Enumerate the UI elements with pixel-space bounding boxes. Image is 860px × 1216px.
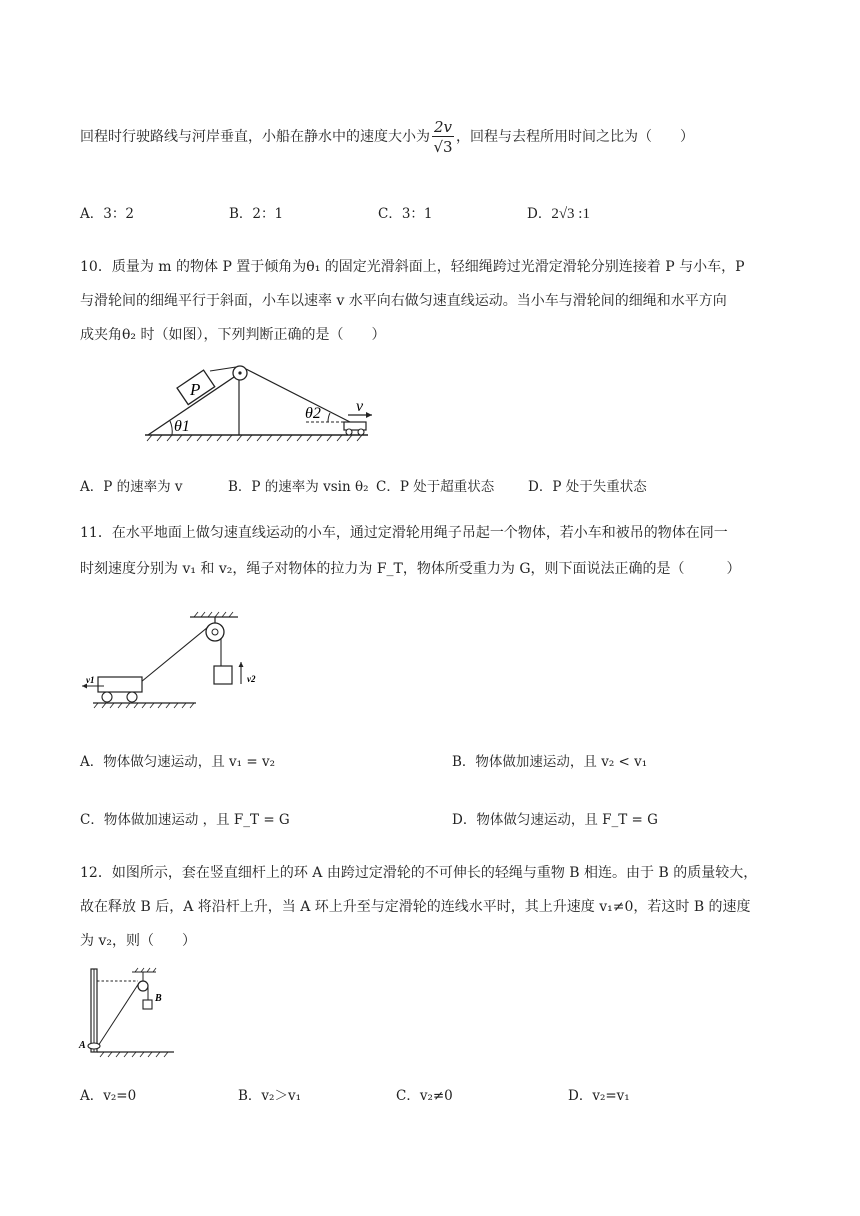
q11-line-2: 时刻速度分别为 v₁ 和 v₂，绳子对物体的拉力为 F_T，物体所受重力为 G，则下面说法正确的是（ ） [80,561,741,577]
q12-line-1: 12．如图所示，套在竖直细杆上的环 A 由跨过定滑轮的不可伸长的轻绳与重物 B 相连。由于 B 的质量较大， [80,865,758,881]
q12-rope-to-ring [98,983,139,1046]
q12-ceiling-hatching [135,968,156,972]
q12-pulley [138,981,148,991]
q10-velocity-label: v [356,398,364,415]
q10-option-c[interactable]: C．P 处于超重状态 [376,479,495,495]
q11-ground-hatching [94,703,194,708]
q12-option-d[interactable]: D．v₂=v₁ [568,1088,630,1104]
q10-ground-hatching [147,435,362,441]
q10-theta2-arc [328,413,330,422]
q10-incline-figure [140,358,380,446]
q10-cart-body [344,422,366,430]
q10-theta1-label: θ1 [174,418,190,435]
q10-option-a[interactable]: A．P 的速率为 v [80,479,183,495]
q12-rod-figure [76,966,180,1058]
q11-v2-arrowhead [239,662,244,667]
q11-cart-wheel-right [127,692,137,702]
q12-option-c[interactable]: C．v₂≠0 [396,1088,453,1104]
q11-option-b[interactable]: B．物体做加速运动，且 v₂ < v₁ [452,754,648,770]
q10-block-label: P [190,380,201,399]
q9-option-d-label: D． [527,206,552,222]
q10-option-d[interactable]: D．P 处于失重状态 [528,479,647,495]
q11-option-d[interactable]: D．物体做匀速运动，且 F_T = G [452,812,658,828]
q11-hanging-block [214,666,232,684]
q9-option-a[interactable]: A．3：2 [80,206,134,222]
q9-option-c[interactable]: C．3：1 [378,206,433,222]
q10-line-3: 成夹角θ₂ 时（如图），下列判断正确的是（ ） [80,327,386,343]
q9-speed-fraction [432,118,454,156]
q12-option-b[interactable]: B．v₂＞v₁ [238,1088,301,1104]
q9-option-b[interactable]: B．2：1 [229,206,284,222]
q11-cart-body [98,677,142,692]
q10-velocity-arrowhead [366,412,372,418]
q9-text-after: ，回程与去程所用时间之比为（ ） [456,129,695,145]
q10-theta1-arc [170,421,172,435]
q9-text-before: 回程时行驶路线与河岸垂直，小船在静水中的速度大小为 [80,129,430,145]
q12-block-b [143,1000,152,1009]
q12-line-3: 为 v₂，则（ ） [80,933,196,949]
q11-ceiling-hatching [194,612,233,617]
q10-line-2: 与滑轮间的细绳平行于斜面，小车以速率 v 水平向右做匀速直线运动。当小车与滑轮间的细绳和水平方向 [80,293,727,309]
q11-v2-label: v2 [247,674,256,684]
q12-option-a[interactable]: A．v₂=0 [80,1088,137,1104]
q11-v1-label: v1 [86,675,95,685]
q12-ring-a-label: A [79,1040,86,1051]
q10-rope-to-block [210,367,236,371]
q9-fraction-numerator: 2v [434,118,453,136]
q10-theta2-label: θ2 [305,405,321,422]
q10-line-1: 10．质量为 m 的物体 P 置于倾角为θ₁ 的固定光滑斜面上，轻细绳跨过光滑定滑轮分别连接着 P 与小车，P [80,259,745,275]
q9-option-d-math: 2√3 :1 [551,206,590,222]
q12-block-b-label: B [155,993,162,1004]
q9-option-d[interactable] [527,202,590,223]
q10-rope-to-cart [246,369,350,422]
q10-cart-wheel-right [358,429,364,435]
q11-cart-wheel-left [102,692,112,702]
q10-cart-wheel-left [346,429,352,435]
q9-stem [80,118,694,156]
q11-line-1: 11．在水平地面上做匀速直线运动的小车，通过定滑轮用绳子吊起一个物体，若小车和被吊的物体在同一 [80,525,728,541]
q10-option-b[interactable]: B．P 的速率为 vsin θ₂ [228,479,369,495]
q9-fraction-denominator: √3 [433,138,453,156]
q11-rope-to-cart [141,627,208,682]
q11-pulley-figure [78,610,278,712]
q12-ground-hatching [100,1052,168,1057]
q11-option-c[interactable]: C．物体做加速运动 ，且 F_T = G [80,812,290,828]
q11-option-a[interactable]: A．物体做匀速运动，且 v₁ = v₂ [80,754,276,770]
q10-pulley-axle [238,371,241,374]
q11-pulley-axle [212,629,218,635]
q12-ring-a [88,1043,100,1049]
q12-line-2: 故在释放 B 后，A 将沿杆上升，当 A 环上升至与定滑轮的连线水平时，其上升速度 v₁≠0，若这时 B 的速度 [80,899,751,915]
